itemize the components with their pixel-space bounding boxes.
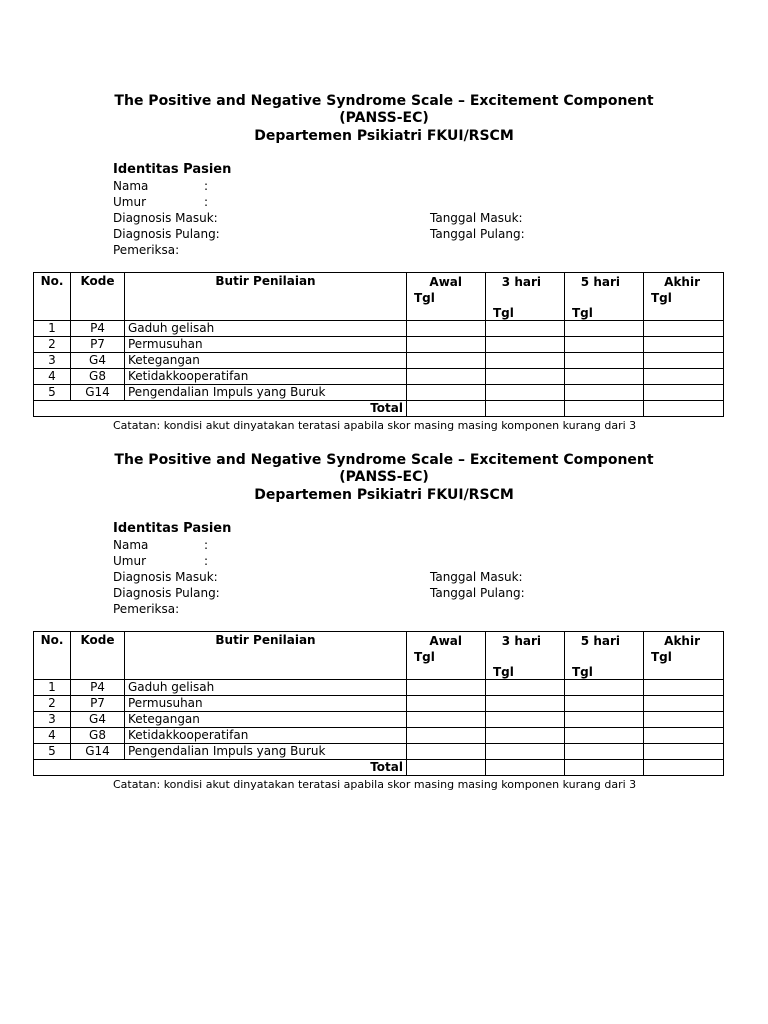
- row-kode: P7: [71, 696, 125, 712]
- score-cell[interactable]: [644, 337, 724, 353]
- score-cell[interactable]: [407, 321, 486, 337]
- header-akhir: [644, 273, 724, 321]
- score-cell[interactable]: [407, 385, 486, 401]
- header-3hari: [486, 273, 565, 321]
- header-akhir-tgl: Tgl: [651, 650, 672, 664]
- tanggal-pulang-label: Tanggal Pulang:: [430, 227, 525, 241]
- row-no: 3: [34, 353, 71, 369]
- header-kode: Kode: [71, 273, 125, 321]
- pemeriksa-label: Pemeriksa:: [113, 602, 180, 616]
- score-cell[interactable]: [486, 744, 565, 760]
- score-cell[interactable]: [407, 728, 486, 744]
- header-awal-tgl: Tgl: [414, 291, 435, 305]
- header-akhir-label: Akhir: [664, 634, 700, 648]
- total-row: [34, 760, 724, 776]
- title-line-2: (PANSS-EC): [339, 469, 429, 485]
- row-no: 4: [34, 369, 71, 385]
- header-akhir-label: Akhir: [664, 275, 700, 289]
- total-row: [34, 401, 724, 417]
- row-no: 4: [34, 728, 71, 744]
- score-cell[interactable]: [486, 337, 565, 353]
- score-cell[interactable]: [407, 696, 486, 712]
- header-kode: Kode: [71, 632, 125, 680]
- diagnosis-pulang-label: Diagnosis Pulang:: [113, 586, 220, 600]
- total-cell[interactable]: [407, 401, 486, 417]
- tanggal-pulang-label: Tanggal Pulang:: [430, 586, 525, 600]
- table-row: [34, 353, 724, 369]
- table-row: [34, 744, 724, 760]
- umur-label: Umur: [113, 554, 147, 568]
- score-cell[interactable]: [565, 337, 644, 353]
- total-cell[interactable]: [565, 401, 644, 417]
- total-cell[interactable]: [407, 760, 486, 776]
- row-no: 1: [34, 321, 71, 337]
- header-3hari: [486, 632, 565, 680]
- header-3hari-label: 3 hari: [501, 634, 541, 648]
- header-akhir: [644, 632, 724, 680]
- row-butir: Gaduh gelisah: [125, 321, 407, 337]
- row-kode: G14: [71, 744, 125, 760]
- identity-heading: Identitas Pasien: [113, 162, 232, 177]
- header-5hari-label: 5 hari: [580, 634, 620, 648]
- title-line-1: The Positive and Negative Syndrome Scale – Excitement Component: [114, 93, 654, 109]
- row-kode: G4: [71, 353, 125, 369]
- diagnosis-masuk-label: Diagnosis Masuk:: [113, 570, 218, 584]
- score-cell[interactable]: [644, 353, 724, 369]
- score-cell[interactable]: [486, 321, 565, 337]
- score-cell[interactable]: [565, 321, 644, 337]
- score-cell[interactable]: [486, 728, 565, 744]
- score-cell[interactable]: [407, 337, 486, 353]
- row-no: 5: [34, 744, 71, 760]
- table-row: [34, 369, 724, 385]
- header-akhir-tgl: Tgl: [651, 291, 672, 305]
- row-kode: P7: [71, 337, 125, 353]
- title-line-2: (PANSS-EC): [339, 110, 429, 126]
- header-3hari-tgl: Tgl: [493, 665, 514, 679]
- row-kode: G4: [71, 712, 125, 728]
- score-cell[interactable]: [565, 385, 644, 401]
- header-5hari-tgl: Tgl: [572, 306, 593, 320]
- scale-table: [33, 272, 724, 417]
- pemeriksa-label: Pemeriksa:: [113, 243, 180, 257]
- row-no: 2: [34, 696, 71, 712]
- nama-colon: :: [204, 538, 209, 552]
- row-kode: P4: [71, 321, 125, 337]
- scale-table: [33, 631, 724, 776]
- row-butir: Ketidakkooperatifan: [125, 369, 407, 385]
- row-kode: G8: [71, 369, 125, 385]
- table-header-row: [34, 273, 724, 321]
- nama-label: Nama: [113, 179, 149, 193]
- table-header-row: [34, 632, 724, 680]
- score-cell[interactable]: [486, 696, 565, 712]
- score-cell[interactable]: [486, 369, 565, 385]
- table-row: [34, 385, 724, 401]
- header-3hari-label: 3 hari: [501, 275, 541, 289]
- header-awal-tgl: Tgl: [414, 650, 435, 664]
- score-cell[interactable]: [486, 353, 565, 369]
- diagnosis-masuk-label: Diagnosis Masuk:: [113, 211, 218, 225]
- identity-heading: Identitas Pasien: [113, 521, 232, 536]
- table-row: [34, 321, 724, 337]
- table-row: [34, 337, 724, 353]
- total-cell[interactable]: [486, 401, 565, 417]
- row-butir: Ketegangan: [125, 353, 407, 369]
- total-cell[interactable]: [644, 760, 724, 776]
- header-5hari: [565, 632, 644, 680]
- tanggal-masuk-label: Tanggal Masuk:: [430, 211, 523, 225]
- header-awal: [407, 632, 486, 680]
- score-cell[interactable]: [565, 680, 644, 696]
- score-cell[interactable]: [565, 353, 644, 369]
- score-cell[interactable]: [486, 385, 565, 401]
- row-butir: Gaduh gelisah: [125, 680, 407, 696]
- table-row: [34, 680, 724, 696]
- title-line-1: The Positive and Negative Syndrome Scale – Excitement Component: [114, 452, 654, 468]
- header-awal-label: Awal: [429, 275, 462, 289]
- header-5hari-label: 5 hari: [580, 275, 620, 289]
- row-kode: P4: [71, 680, 125, 696]
- score-cell[interactable]: [644, 680, 724, 696]
- score-cell[interactable]: [565, 744, 644, 760]
- title-line-3: Departemen Psikiatri FKUI/RSCM: [254, 128, 514, 144]
- score-cell[interactable]: [565, 728, 644, 744]
- title-line-3: Departemen Psikiatri FKUI/RSCM: [254, 487, 514, 503]
- score-cell[interactable]: [565, 696, 644, 712]
- total-cell[interactable]: [565, 760, 644, 776]
- total-cell[interactable]: [644, 401, 724, 417]
- score-cell[interactable]: [644, 712, 724, 728]
- nama-colon: :: [204, 179, 209, 193]
- header-no: No.: [34, 632, 71, 680]
- row-no: 2: [34, 337, 71, 353]
- diagnosis-pulang-label: Diagnosis Pulang:: [113, 227, 220, 241]
- score-cell[interactable]: [407, 680, 486, 696]
- score-cell[interactable]: [644, 728, 724, 744]
- header-butir: Butir Penilaian: [125, 632, 407, 680]
- row-butir: Pengendalian Impuls yang Buruk: [125, 385, 407, 401]
- header-3hari-tgl: Tgl: [493, 306, 514, 320]
- row-butir: Ketidakkooperatifan: [125, 728, 407, 744]
- row-no: 3: [34, 712, 71, 728]
- score-cell[interactable]: [407, 353, 486, 369]
- total-label: Total: [34, 760, 407, 776]
- score-cell[interactable]: [407, 744, 486, 760]
- score-cell[interactable]: [486, 680, 565, 696]
- score-cell[interactable]: [644, 696, 724, 712]
- score-cell[interactable]: [565, 712, 644, 728]
- row-butir: Pengendalian Impuls yang Buruk: [125, 744, 407, 760]
- umur-colon: :: [204, 195, 209, 209]
- total-cell[interactable]: [486, 760, 565, 776]
- table-row: [34, 712, 724, 728]
- table-row: [34, 728, 724, 744]
- row-no: 5: [34, 385, 71, 401]
- umur-colon: :: [204, 554, 209, 568]
- score-cell[interactable]: [407, 712, 486, 728]
- note-text: Catatan: kondisi akut dinyatakan teratasi apabila skor masing masing komponen kurang dari 3: [113, 778, 637, 791]
- score-cell[interactable]: [644, 369, 724, 385]
- header-5hari-tgl: Tgl: [572, 665, 593, 679]
- row-kode: G8: [71, 728, 125, 744]
- score-cell[interactable]: [486, 712, 565, 728]
- score-cell[interactable]: [565, 369, 644, 385]
- row-butir: Permusuhan: [125, 337, 407, 353]
- score-cell[interactable]: [407, 369, 486, 385]
- table-row: [34, 696, 724, 712]
- nama-label: Nama: [113, 538, 149, 552]
- header-awal: [407, 273, 486, 321]
- note-text: Catatan: kondisi akut dinyatakan teratasi apabila skor masing masing komponen kurang dari 3: [113, 419, 637, 432]
- score-cell[interactable]: [644, 385, 724, 401]
- row-butir: Ketegangan: [125, 712, 407, 728]
- tanggal-masuk-label: Tanggal Masuk:: [430, 570, 523, 584]
- umur-label: Umur: [113, 195, 147, 209]
- row-kode: G14: [71, 385, 125, 401]
- header-no: No.: [34, 273, 71, 321]
- header-butir: Butir Penilaian: [125, 273, 407, 321]
- score-cell[interactable]: [644, 744, 724, 760]
- row-butir: Permusuhan: [125, 696, 407, 712]
- total-label: Total: [34, 401, 407, 417]
- score-cell[interactable]: [644, 321, 724, 337]
- header-5hari: [565, 273, 644, 321]
- header-awal-label: Awal: [429, 634, 462, 648]
- row-no: 1: [34, 680, 71, 696]
